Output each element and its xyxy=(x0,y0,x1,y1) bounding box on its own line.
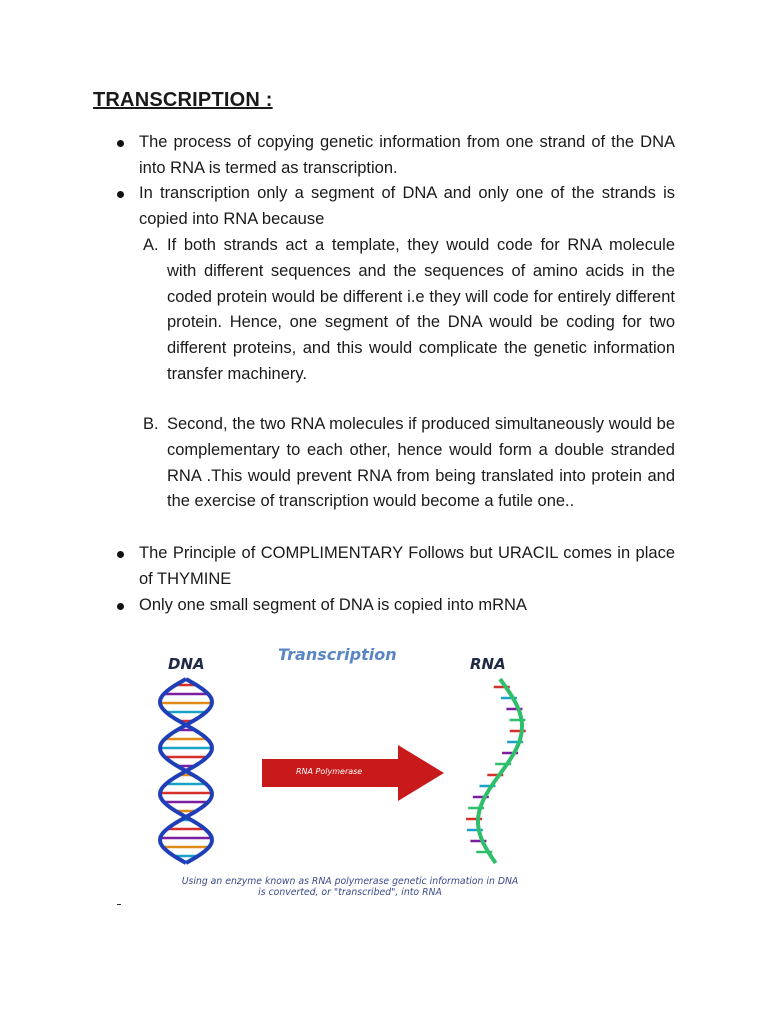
dna-strand xyxy=(160,679,212,863)
bullet-dot xyxy=(117,140,124,147)
bullet-text: The process of copying genetic information from one strand of the DNA into RNA is termed as transcription. xyxy=(139,133,675,177)
rna-label: RNA xyxy=(470,655,506,673)
bullet-dot xyxy=(117,603,124,610)
rna-strand xyxy=(478,679,522,863)
caption-line: Using an enzyme known as RNA polymerase genetic information in DNA xyxy=(181,876,519,887)
sub-point-text: Second, the two RNA molecules if produced simultaneously would be complementary to each other, hence would form a double stranded RNA .This would prevent RNA from being translated into protein and the exercise of transcription would become a futile one.. xyxy=(167,415,675,511)
caption-line: is converted, or "transcribed", into RNA xyxy=(258,887,442,898)
bullet-text: The Principle of COMPLIMENTARY Follows but URACIL comes in place of THYMINE xyxy=(139,544,675,588)
sub-point-marker: A. xyxy=(143,236,159,254)
stray-mark xyxy=(117,904,121,905)
sub-point-marker: B. xyxy=(143,415,159,433)
bullet-text: In transcription only a segment of DNA and only one of the strands is copied into RNA because xyxy=(139,184,675,228)
arrow-label: RNA Polymerase xyxy=(296,767,363,776)
bullet-dot xyxy=(117,551,124,558)
page-title: TRANSCRIPTION : xyxy=(93,89,273,111)
figure-caption xyxy=(148,876,552,898)
dna-label: DNA xyxy=(168,655,205,673)
transcription-figure xyxy=(148,641,552,901)
bullet-dot xyxy=(117,191,124,198)
bullet-text: Only one small segment of DNA is copied into mRNA xyxy=(139,596,527,614)
figure-title: Transcription xyxy=(278,645,397,664)
sub-point-text: If both strands act a template, they would code for RNA molecule with different sequences and the sequences of amino acids in the coded protein would be different i.e they will code for entirely different protein. Hence, one segment of the DNA would be coding for two different proteins, and this would complicate the genetic information transfer machinery. xyxy=(167,236,675,383)
